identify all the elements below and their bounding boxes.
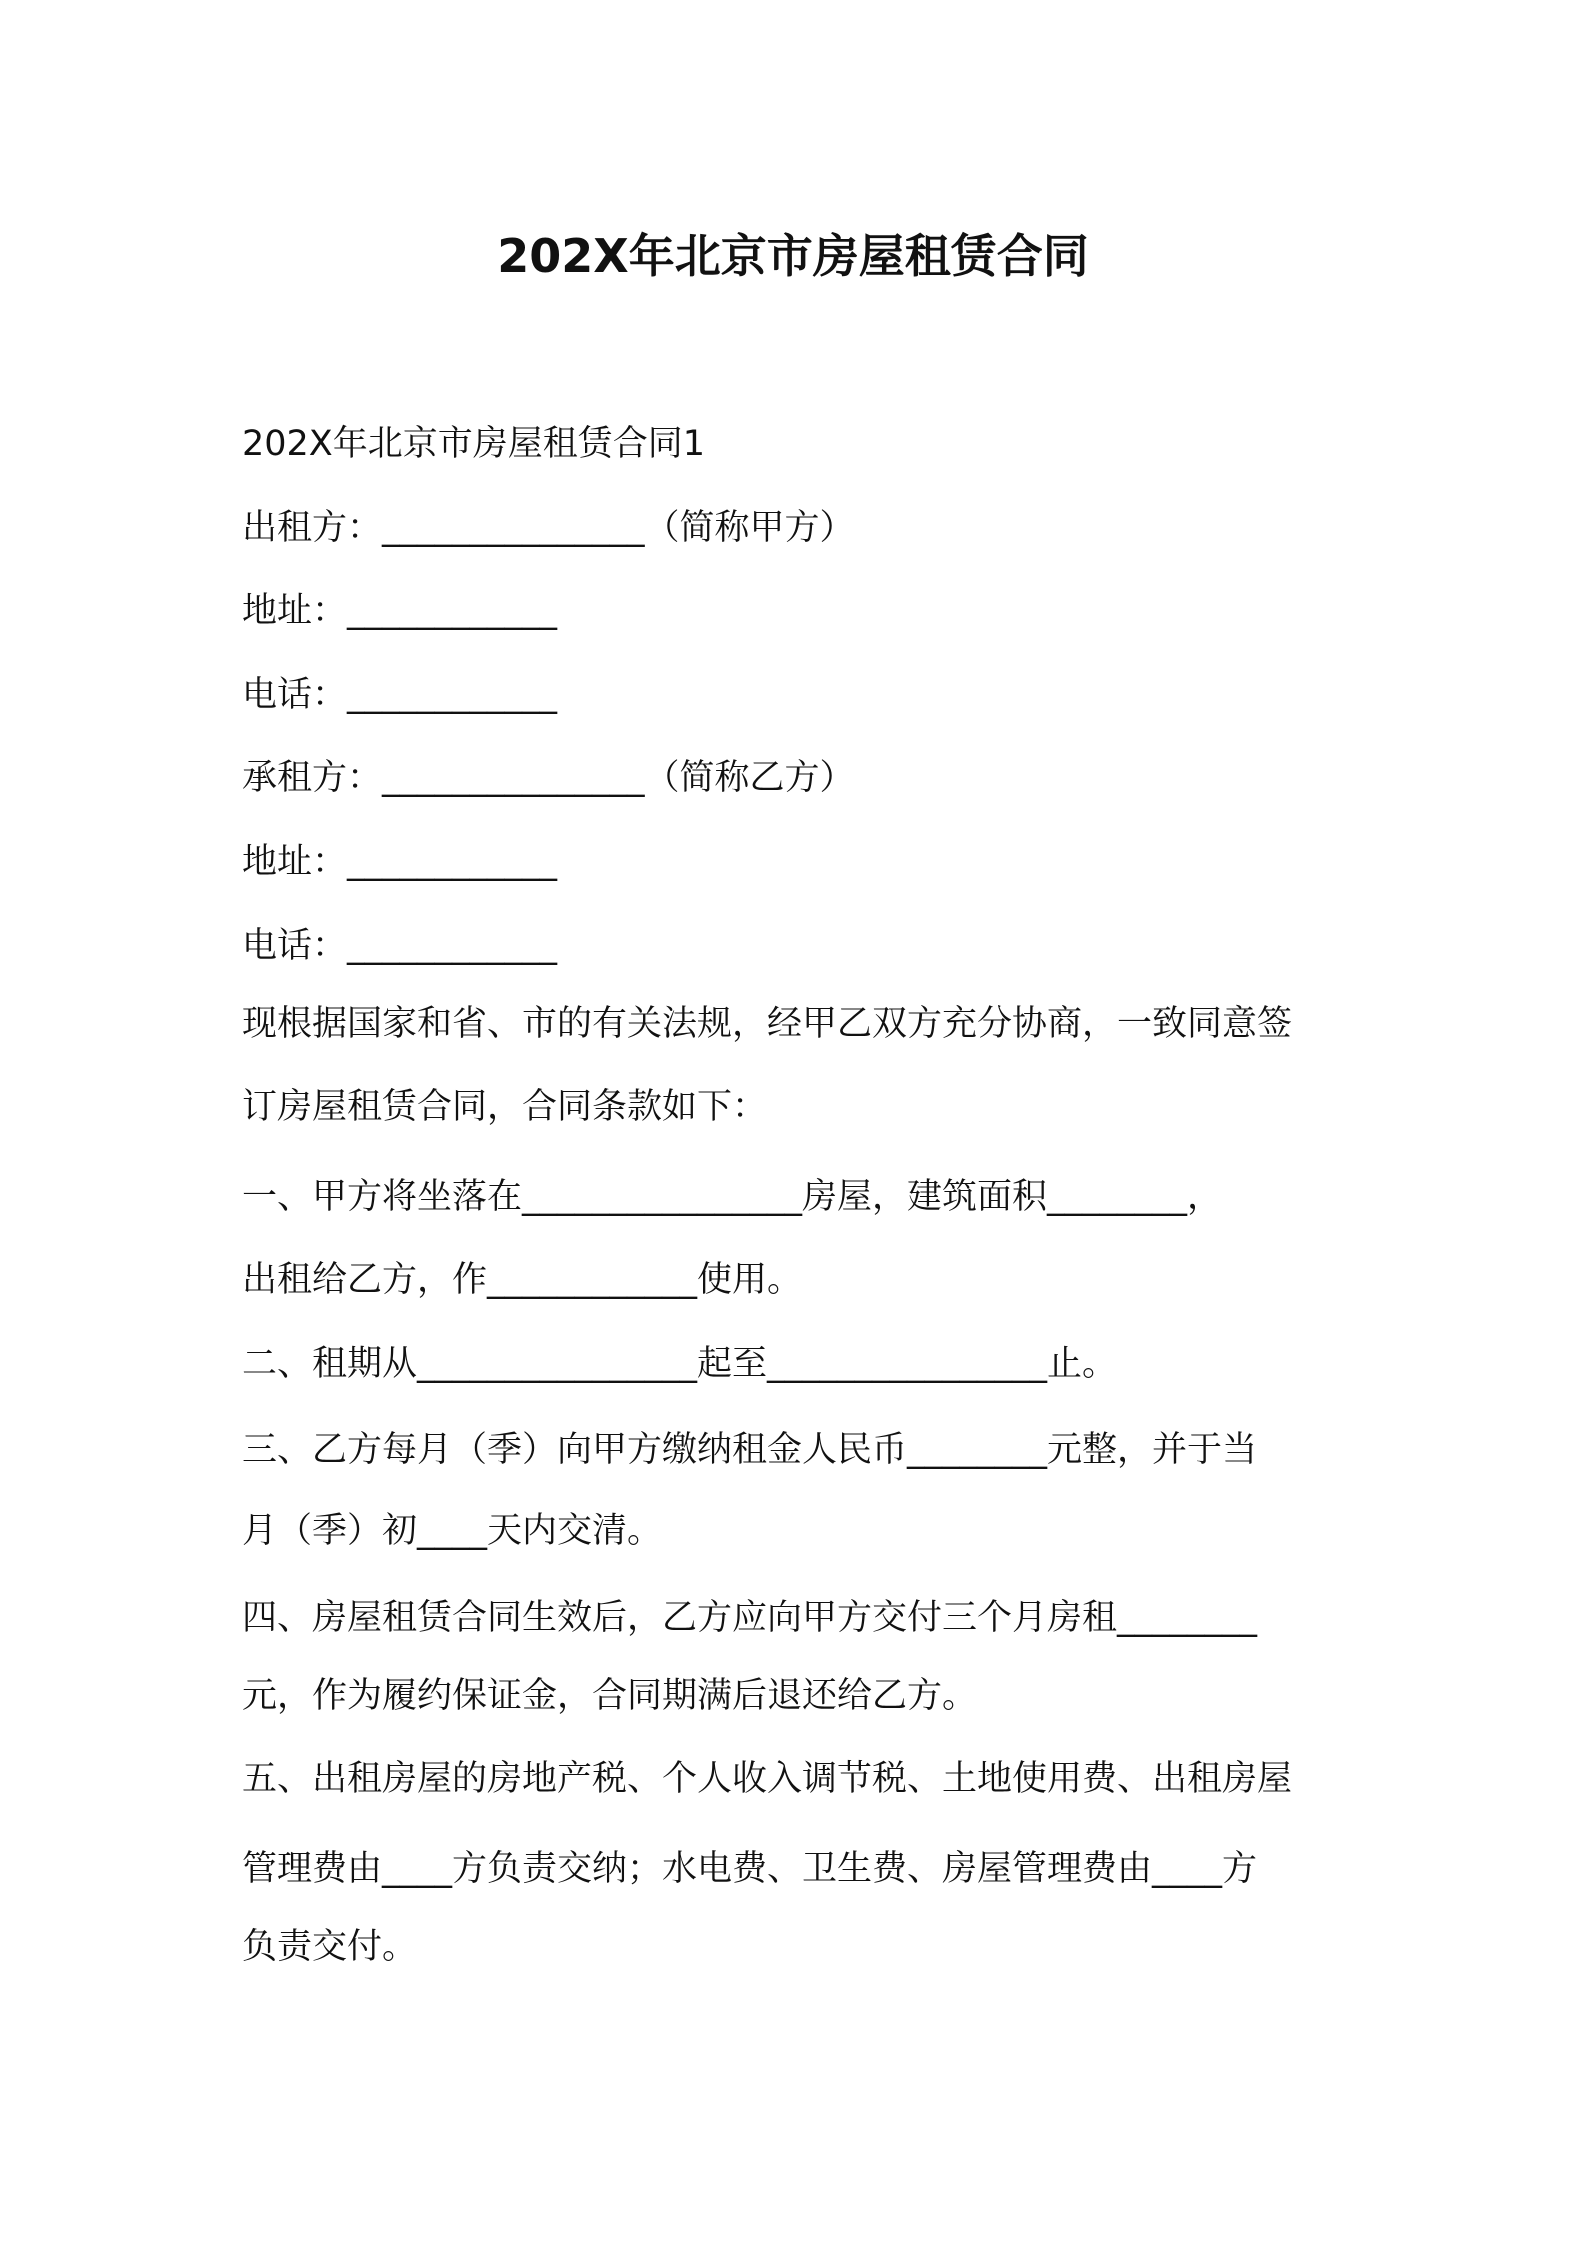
lessee-address-field: 地址：____________ — [242, 842, 558, 882]
clause-5-line: 五、出租房屋的房地产税、个人收入调节税、土地使用费、出租房屋 — [242, 1759, 1293, 1799]
clause-1-line: 出租给乙方，作____________使用。 — [242, 1260, 803, 1300]
document-title: 202X年北京市房屋租赁合同 — [497, 229, 1089, 283]
clause-3-line: 三、乙方每月（季）向甲方缴纳租金人民币________元整，并于当 — [242, 1430, 1258, 1470]
clause-1-line: 一、甲方将坐落在________________房屋，建筑面积________， — [242, 1177, 1223, 1217]
clause-4-line: 元，作为履约保证金，合同期满后退还给乙方。 — [242, 1676, 978, 1716]
lessor-address-field: 地址：____________ — [242, 591, 558, 631]
clause-5-line: 管理费由____方负责交纳；水电费、卫生费、房屋管理费由____方 — [242, 1849, 1258, 1889]
clause-3-line: 月（季）初____天内交清。 — [242, 1511, 663, 1551]
clause-2-line: 二、租期从________________起至________________止。 — [242, 1344, 1118, 1384]
clause-4-line: 四、房屋租赁合同生效后，乙方应向甲方交付三个月房租________ — [242, 1598, 1258, 1638]
lessor-phone-field: 电话：____________ — [242, 675, 558, 715]
subtitle: 202X年北京市房屋租赁合同1 — [242, 424, 706, 464]
lessee-phone-field: 电话：____________ — [242, 926, 558, 966]
clause-5-line: 负责交付。 — [242, 1927, 418, 1967]
preamble-line: 现根据国家和省、市的有关法规，经甲乙双方充分协商，一致同意签 — [242, 1004, 1293, 1044]
lessee-field: 承租方：_______________（简称乙方） — [242, 758, 855, 798]
preamble-line: 订房屋租赁合同，合同条款如下： — [242, 1087, 768, 1127]
lessor-field: 出租方：_______________（简称甲方） — [242, 508, 855, 548]
